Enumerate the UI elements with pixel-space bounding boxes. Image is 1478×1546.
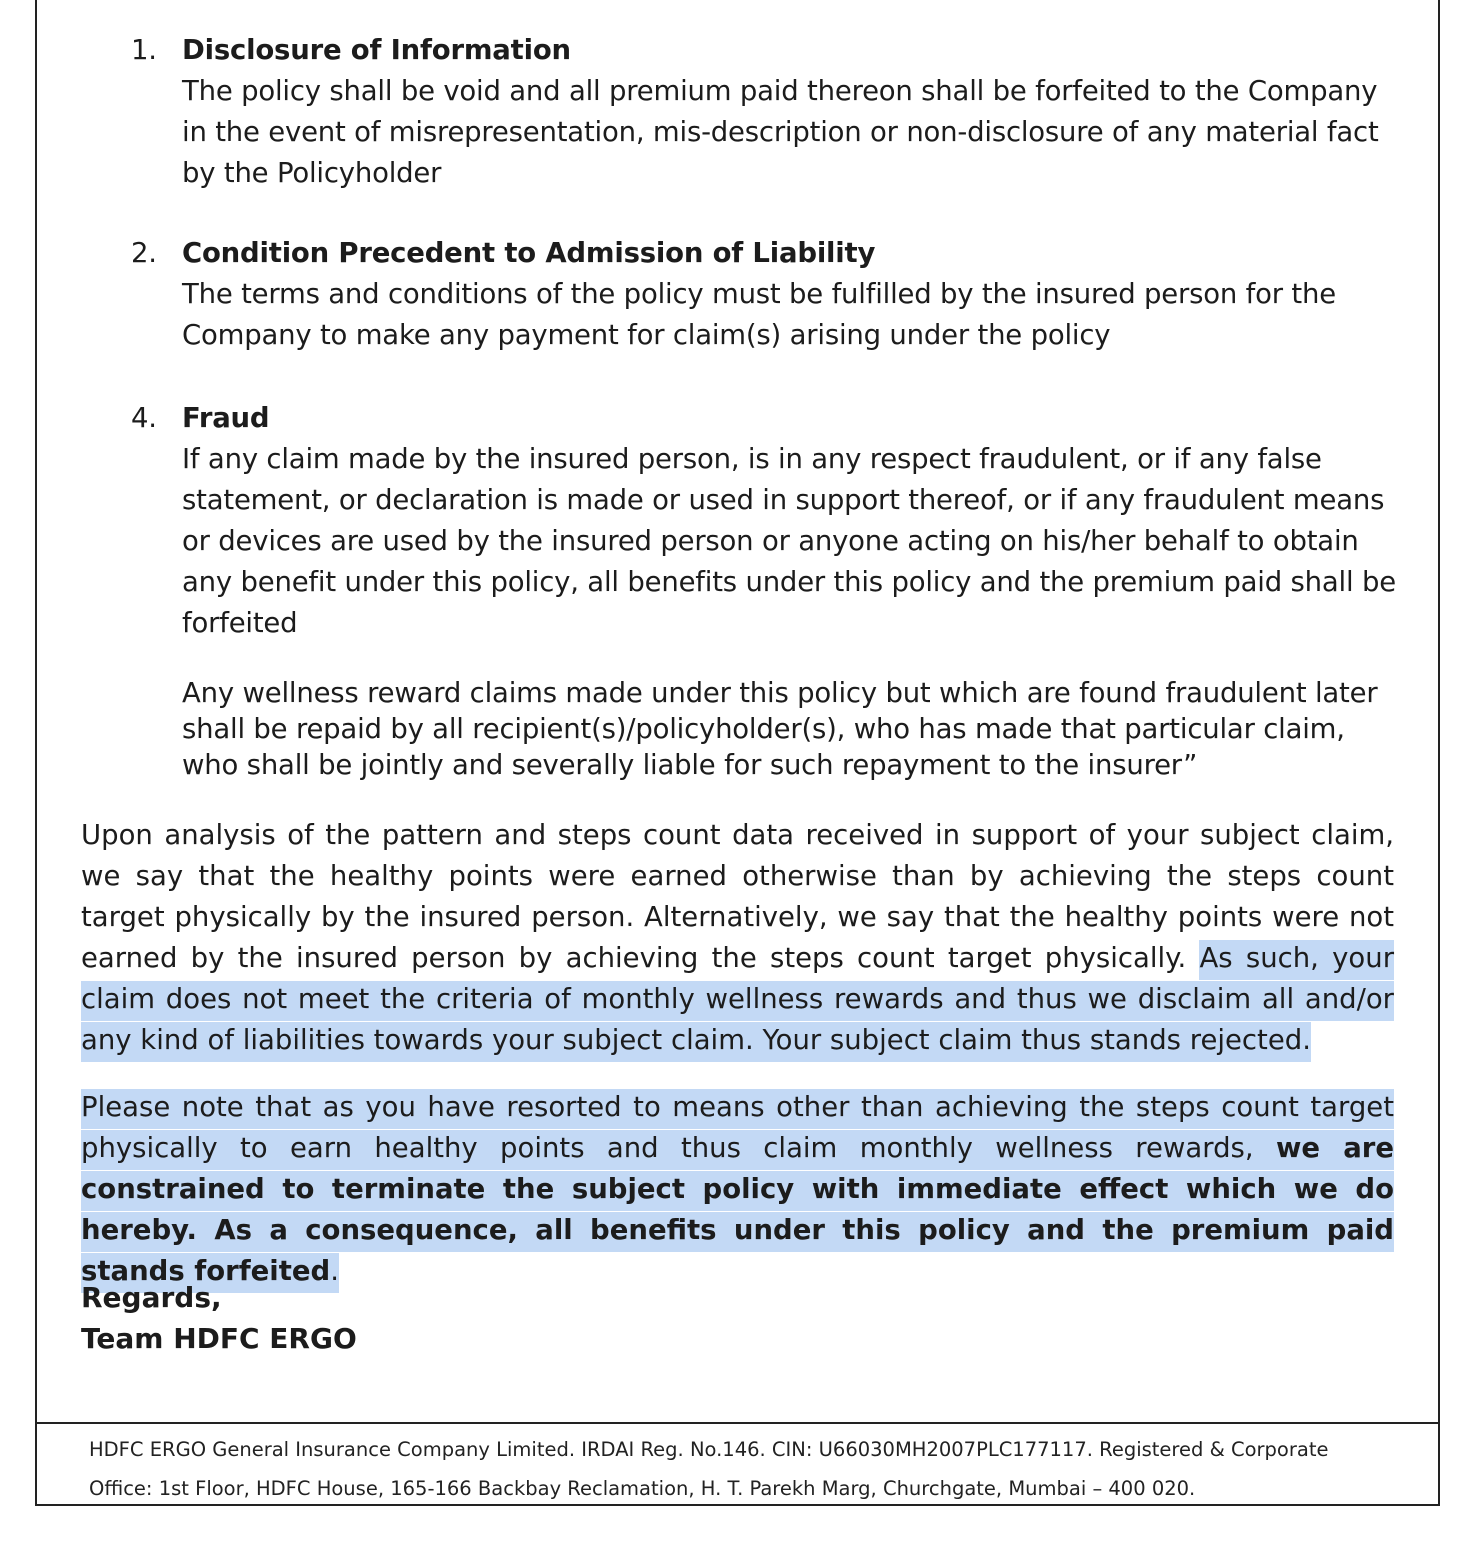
clause-fraud-wellness [182,675,1402,783]
clause-fraud [131,398,1402,644]
clause-number: 4. [131,402,157,434]
clause-title: Condition Precedent to Admission of Liability [182,237,876,269]
termination-end: . [330,1253,339,1293]
analysis-text: Upon analysis of the pattern and steps count data received in support of your subject claim, we say that the healthy points were earned otherwise than by achieving the steps count target physically by the insured person. Alternatively, we say that the healthy points were not earned by the insured person by achieving the steps count target physically. [81,819,1394,974]
footer-line-2: Office: 1st Floor, HDFC House, 165-166 Backbay Reclamation, H. T. Parekh Marg, Churchgate, Mumbai – 400 020. [89,1477,1196,1500]
regards-text: Regards, [81,1281,222,1314]
signoff [81,1277,357,1359]
termination-paragraph [81,1087,1394,1292]
footer-line-1: HDFC ERGO General Insurance Company Limited. IRDAI Reg. No.146. CIN: U66030MH2007PLC177117. Registered & Corporate [89,1438,1329,1461]
clause-number: 1. [131,34,157,66]
footer [35,1424,1440,1506]
clause-text: Any wellness reward claims made under this policy but which are found fraudulent later shall be repaid by all recipient(s)/policyholder(s), who has made that particular claim, who shall be jointly and severally liable for such repayment to the insurer” [182,677,1378,781]
clause-disclosure [131,30,1402,194]
highlighted-rejection-text: As such, your claim does not meet the criteria of monthly wellness rewards and thus we disclaim all and/or any kind of liabilities towards your subject claim. Your subject claim thus stands rejected. [81,940,1394,1062]
clause-text: If any claim made by the insured person, is in any respect fraudulent, or if any false statement, or declaration is made or used in support thereof, or if any fraudulent means or devices are used by the insured person or anyone acting on his/her behalf to obtain any benefit under this policy, all benefits under this policy and the premium paid shall be forfeited [182,443,1396,639]
clause-condition-precedent [131,233,1402,356]
clause-number: 2. [131,237,157,269]
team-name: Team HDFC ERGO [81,1322,357,1355]
clause-text: The policy shall be void and all premium paid thereon shall be forfeited to the Company in the event of misrepresentation, mis-description or non-disclosure of any material fact by the Policyholder [182,75,1379,189]
clause-title: Fraud [182,402,270,434]
termination-bold-text: we are constrained to terminate the subject policy with immediate effect which we do hereby. As a consequence, all benefits under this policy and the premium paid stands forfeited [81,1130,1394,1293]
clause-text: The terms and conditions of the policy must be fulfilled by the insured person for the Company to make any payment for claim(s) arising under the policy [182,278,1336,351]
footer-text [89,1430,1409,1508]
analysis-paragraph [81,815,1394,1061]
clause-title: Disclosure of Information [182,34,571,66]
termination-text: Please note that as you have resorted to means other than achieving the steps count target physically to earn healthy points and thus claim monthly wellness rewards, [81,1089,1394,1170]
